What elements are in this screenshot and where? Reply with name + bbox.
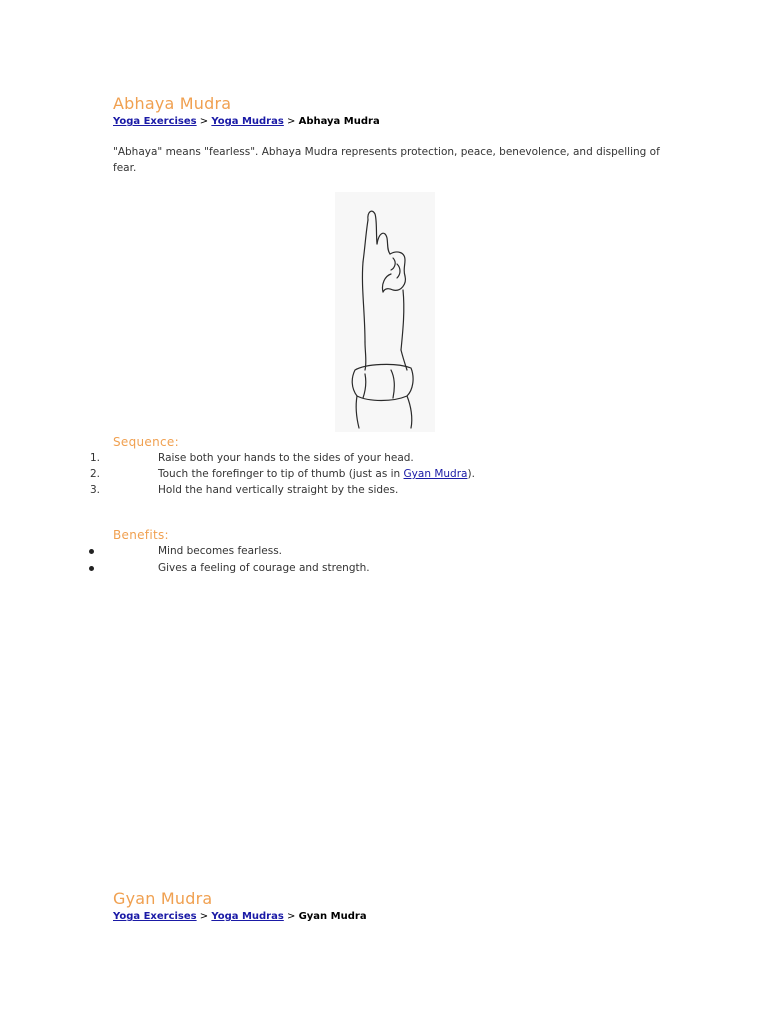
list-item xyxy=(0,560,768,576)
list-item-text: Mind becomes fearless. xyxy=(158,545,283,557)
list-item xyxy=(0,482,768,498)
page-title: Abhaya Mudra xyxy=(113,94,232,113)
breadcrumb-link-yoga-exercises[interactable]: Yoga Exercises xyxy=(113,911,197,922)
list-item-text-after: ). xyxy=(467,468,475,480)
breadcrumb xyxy=(113,115,380,129)
list-item-text xyxy=(158,466,475,482)
gyan-header xyxy=(113,889,367,924)
list-item-text: Gives a feeling of courage and strength. xyxy=(158,562,370,574)
list-item-text: Hold the hand vertically straight by the sides. xyxy=(158,484,399,496)
bullet-icon xyxy=(89,566,94,571)
breadcrumb-separator: > xyxy=(196,911,212,922)
list-number: 2. xyxy=(90,468,101,480)
breadcrumb-link-yoga-mudras[interactable]: Yoga Mudras xyxy=(211,911,284,922)
hand-icon xyxy=(335,192,435,432)
breadcrumb-current: Gyan Mudra xyxy=(298,911,367,922)
list-item xyxy=(0,466,768,482)
section-title: Gyan Mudra xyxy=(113,889,213,908)
list-number: 1. xyxy=(90,452,101,464)
bullet-icon xyxy=(89,549,94,554)
breadcrumb xyxy=(113,910,367,924)
list-item-text-before: Touch the forefinger to tip of thumb (just as in xyxy=(158,468,404,480)
benefits-heading: Benefits: xyxy=(113,528,169,542)
breadcrumb-separator: > xyxy=(283,116,299,127)
sequence-heading: Sequence: xyxy=(113,435,179,449)
list-item-text: Raise both your hands to the sides of your head. xyxy=(158,452,414,464)
breadcrumb-link-yoga-mudras[interactable]: Yoga Mudras xyxy=(211,116,284,127)
list-item xyxy=(0,543,768,559)
list-item xyxy=(0,450,768,466)
abhaya-header xyxy=(113,94,380,129)
breadcrumb-link-yoga-exercises[interactable]: Yoga Exercises xyxy=(113,116,197,127)
gyan-mudra-link[interactable]: Gyan Mudra xyxy=(403,468,468,480)
breadcrumb-separator: > xyxy=(196,116,212,127)
intro-paragraph: "Abhaya" means "fearless". Abhaya Mudra represents protection, peace, benevolence, and dispelling of fear. xyxy=(113,146,660,174)
list-number: 3. xyxy=(90,484,101,496)
abhaya-mudra-illustration xyxy=(335,192,435,432)
breadcrumb-separator: > xyxy=(283,911,299,922)
breadcrumb-current: Abhaya Mudra xyxy=(298,116,380,127)
